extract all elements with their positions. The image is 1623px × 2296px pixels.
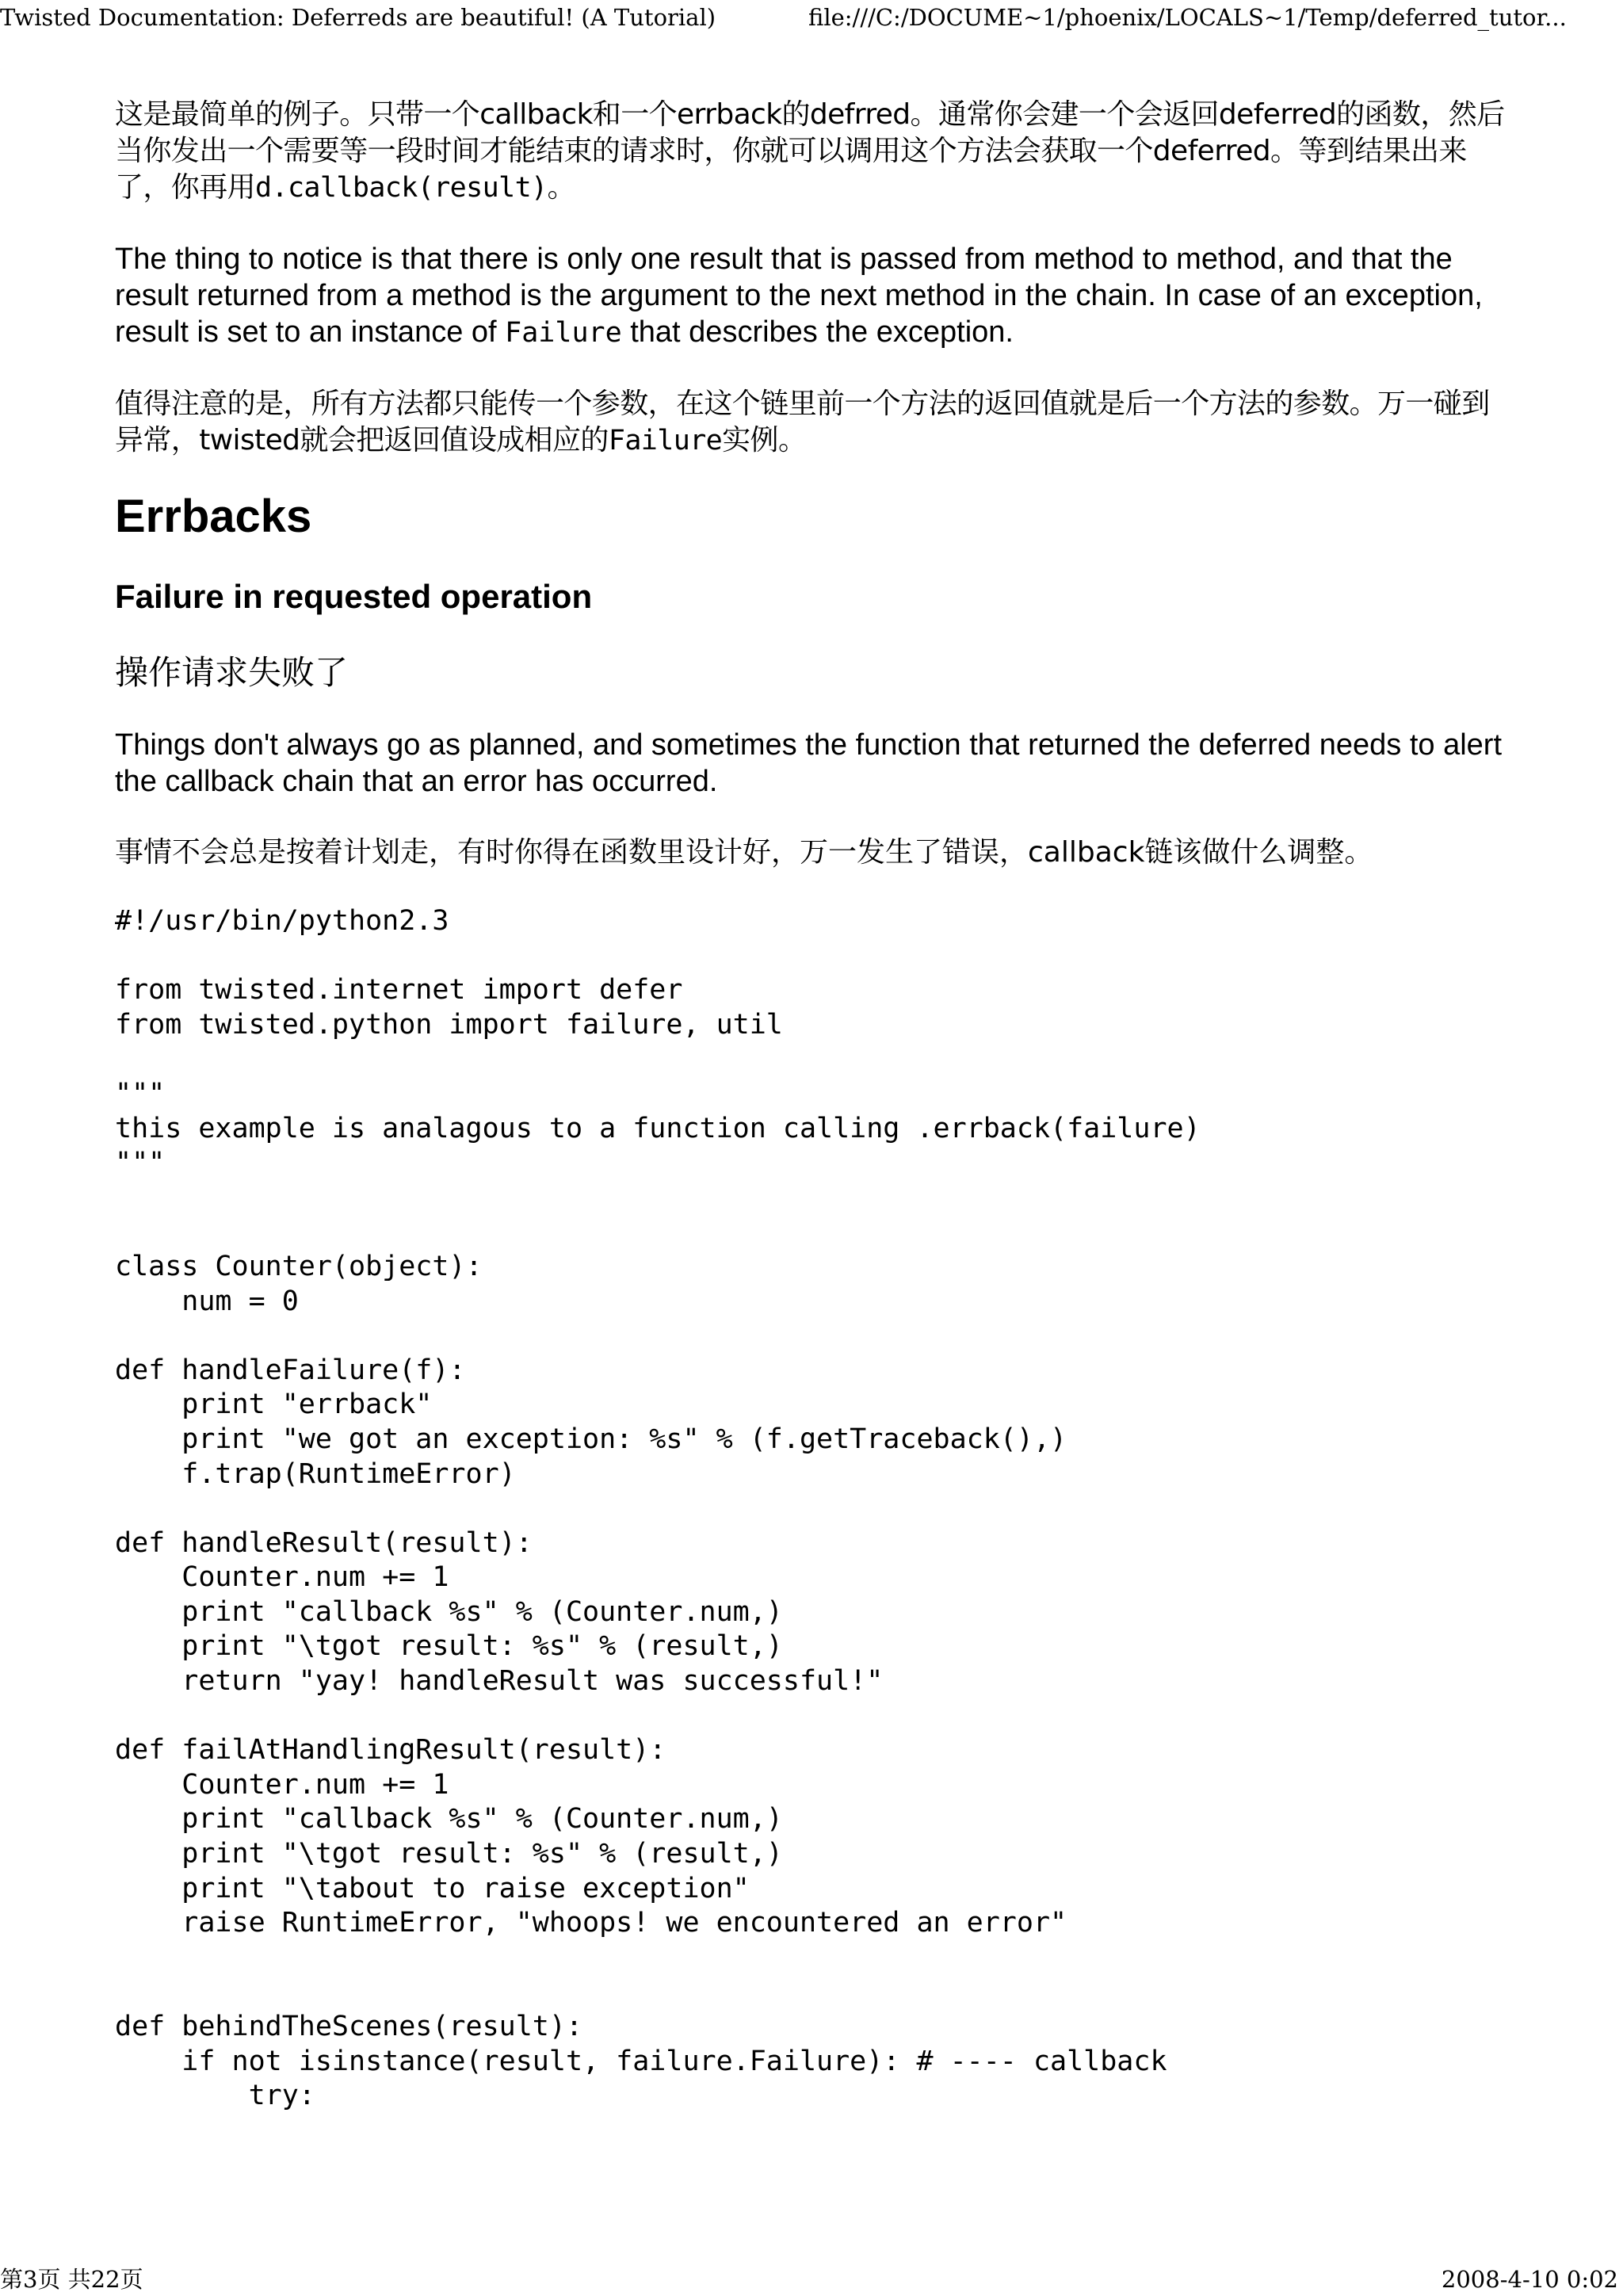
print-header [0, 3, 1623, 32]
inline-code: d.callback(result) [255, 172, 548, 204]
code-block: #!/usr/bin/python2.3 from twisted.internet import defer from twisted.python import failure, util """ this example is analagous to a function calling .errback(failure) """ class Counter(object): num = 0 def handleFailure(f): print "errback" print "we got an exception: %s" % (f.getTraceback(),) f.trap(RuntimeError) def handleResult(result): Counter.num += 1 print "callback %s" % (Counter.num,) print "\tgot result: %s" % (result,) return "yay! handleResult was successful!" def failAtHandlingResult(result): Counter.num += 1 print "callback %s" % (Counter.num,) print "\tgot result: %s" % (result,) print "\tabout to raise exception" raise RuntimeError, "whoops! we encountered an error" def behindTheScenes(result): if not isinstance(result, failure.Failure): # ---- callback try: [115, 905, 1201, 2112]
inline-code: Failure [505, 317, 622, 349]
paragraph-en-errors: Things don't always go as planned, and sometimes the function that returned the deferred needs to alert the callback chain that an error has occurred. [115, 728, 1503, 798]
paragraph-zh-intro: 这是最简单的例子。只带一个callback和一个errback的defrred。通常你会建一个会返回deferred的函数，然后当你发出一个需要等一段时间才能结束的请求时，你就可以调用这个方法会获取一个deferred。等到结果出来了，你再用d.callback(result)。 [115, 98, 1505, 204]
document-body [115, 97, 1510, 2114]
print-datetime: 2008-4-10 0:02 [1441, 2266, 1618, 2293]
subsection-heading-zh: 操作请求失败了 [115, 653, 349, 692]
subsection-heading: Failure in requested operation [115, 578, 593, 615]
paragraph-zh-errors: 事情不会总是按着计划走，有时你得在函数里设计好，万一发生了错误，callback链该做什么调整。 [115, 836, 1373, 869]
page-number: 第3页 共22页 [0, 2266, 143, 2293]
inline-code: Failure [608, 425, 723, 457]
print-footer [0, 2265, 1623, 2294]
paragraph-zh-notice: 值得注意的是，所有方法都只能传一个参数，在这个链里前一个方法的返回值就是后一个方法的参数。万一碰到异常，twisted就会把返回值设成相应的Failure实例。 [115, 388, 1490, 457]
section-heading-errbacks: Errbacks [115, 491, 312, 542]
header-url: file:///C:/DOCUME~1/phoenix/LOCALS~1/Temp/deferred_tutor... [808, 4, 1567, 31]
header-title: Twisted Documentation: Deferreds are beautiful! (A Tutorial) [0, 4, 716, 31]
paragraph-en-notice: The thing to notice is that there is only one result that is passed from method to method, and that the result returned from a method is the argument to the next method in the chain. In case of an exception, result is set to an instance of Failure that describes the exception. [115, 243, 1483, 349]
